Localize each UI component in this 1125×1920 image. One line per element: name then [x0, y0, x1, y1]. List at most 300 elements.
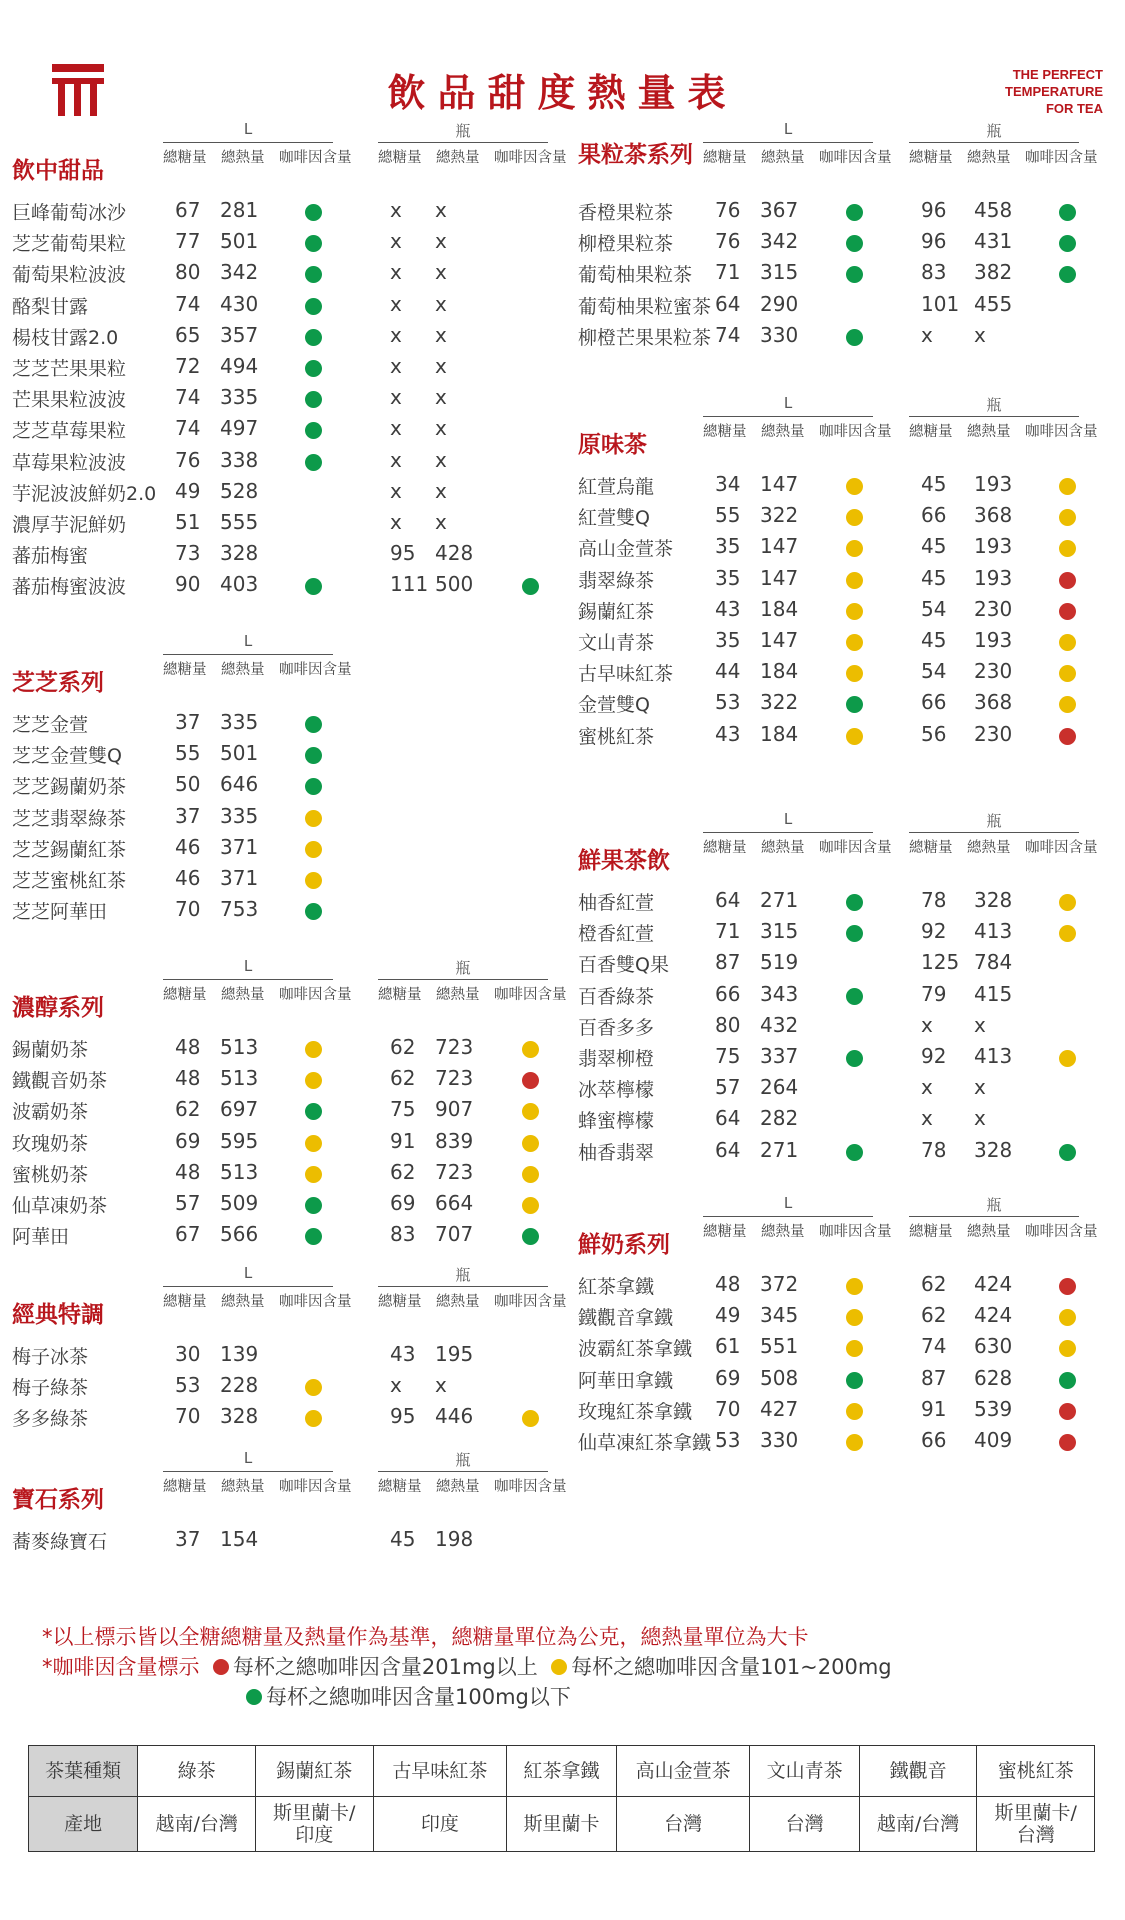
- drink-name: 香橙果粒茶: [578, 202, 674, 224]
- calorie-value: 281: [220, 198, 259, 222]
- drink-row: [12, 897, 552, 928]
- sugar-value: 49: [715, 1303, 741, 1328]
- section-title: 原味茶: [578, 431, 647, 458]
- size-header-bottle: 瓶: [986, 812, 1002, 830]
- size-header-bottle: 瓶: [455, 1451, 471, 1469]
- sugar-value: 83: [390, 1222, 416, 1247]
- sugar-value: 71: [715, 919, 741, 944]
- drink-row: [578, 1303, 1118, 1334]
- sugar-value: 48: [715, 1272, 741, 1296]
- note-caffeine-legend-2: [42, 1682, 892, 1712]
- sugar-value: 35: [715, 534, 741, 559]
- size-divider: [163, 1286, 333, 1287]
- sugar-value: 62: [921, 1272, 947, 1296]
- drink-row: [12, 1373, 552, 1404]
- size-header-l: L: [783, 120, 793, 138]
- sugar-value: 37: [175, 803, 201, 828]
- tagline-line-2: TEMPERATURE: [1005, 84, 1103, 99]
- sugar-value: 78: [921, 888, 947, 912]
- size-divider: [909, 1216, 1079, 1217]
- column-header-caffeine: 咖啡因含量: [494, 150, 567, 166]
- column-header-calories: 總熱量: [761, 424, 805, 440]
- calorie-value: 430: [220, 291, 259, 316]
- drink-name: 橙香紅萱: [578, 923, 655, 946]
- calorie-value: 184: [760, 659, 799, 684]
- calorie-value: 513: [220, 1159, 259, 1184]
- section-title: 芝芝系列: [12, 669, 104, 696]
- yellow-caffeine-dot-icon: [305, 1041, 322, 1058]
- green-caffeine-dot-icon: [1059, 235, 1076, 252]
- drink-row: [578, 659, 1118, 690]
- yellow-caffeine-dot-icon: [846, 478, 863, 495]
- sugar-value: 70: [175, 1404, 201, 1429]
- green-caffeine-dot-icon: [522, 1228, 539, 1245]
- size-header-l: L: [243, 632, 253, 650]
- column-header-caffeine: 咖啡因含量: [279, 150, 352, 166]
- sugar-value: 61: [715, 1334, 741, 1359]
- origin-cell: 斯里蘭卡/ 印度: [255, 1797, 373, 1852]
- drink-name: 芋泥波波鮮奶2.0: [12, 482, 157, 505]
- column-header-caffeine: 咖啡因含量: [494, 1294, 567, 1310]
- not-available-mark: x: [921, 1075, 933, 1100]
- sugar-value: 62: [390, 1035, 416, 1059]
- tea-origin-table: [28, 1745, 1095, 1852]
- calorie-value: 315: [760, 260, 799, 285]
- green-caffeine-dot-icon: [522, 578, 539, 595]
- drink-name: 蕎麥綠寶石: [12, 1531, 108, 1553]
- origin-cell: 斯里蘭卡/ 台灣: [977, 1797, 1095, 1852]
- drink-name: 波霸紅茶拿鐵: [578, 1338, 693, 1361]
- sugar-value: 66: [921, 690, 947, 715]
- section-title: 濃醇系列: [12, 994, 104, 1021]
- drink-row: [12, 541, 552, 572]
- calorie-value: 367: [760, 198, 799, 222]
- yellow-caffeine-dot-icon: [1059, 1050, 1076, 1067]
- sugar-value: 78: [921, 1137, 947, 1162]
- calorie-value: 147: [760, 472, 799, 496]
- sugar-value: 45: [921, 565, 947, 590]
- yellow-dot-icon: [551, 1659, 567, 1675]
- calorie-value: 193: [974, 628, 1013, 652]
- calorie-value: 371: [220, 866, 259, 890]
- not-available-mark: x: [974, 1012, 986, 1037]
- calorie-value: 337: [760, 1044, 799, 1068]
- sugar-value: 57: [715, 1075, 741, 1100]
- sugar-value: 90: [175, 572, 201, 597]
- not-available-mark: x: [435, 322, 447, 347]
- not-available-mark: x: [390, 322, 402, 347]
- calorie-value: 555: [220, 510, 259, 534]
- column-header-sugar: 總糖量: [378, 150, 422, 166]
- sugar-value: 55: [175, 741, 201, 766]
- calorie-value: 513: [220, 1066, 259, 1091]
- sugar-value: 69: [175, 1128, 201, 1153]
- page-title: 飲品甜度熱量表: [387, 70, 738, 115]
- sugar-value: 54: [921, 659, 947, 684]
- calorie-value: 328: [974, 1137, 1013, 1162]
- sugar-value: 79: [921, 981, 947, 1006]
- size-header-l: L: [783, 394, 793, 412]
- size-divider: [909, 142, 1079, 143]
- yellow-caffeine-dot-icon: [305, 1135, 322, 1152]
- column-header-calories: 總熱量: [967, 150, 1011, 166]
- column-header-calories: 總熱量: [436, 1294, 480, 1310]
- column-header-calories: 總熱量: [221, 1294, 265, 1310]
- calorie-value: 431: [974, 229, 1013, 254]
- drink-row: [578, 1044, 1118, 1075]
- drink-row: [578, 628, 1118, 659]
- not-available-mark: x: [390, 385, 402, 410]
- green-caffeine-dot-icon: [1059, 1144, 1076, 1161]
- not-available-mark: x: [435, 1373, 447, 1398]
- sugar-value: 74: [175, 291, 201, 316]
- size-divider: [163, 1471, 333, 1472]
- sugar-value: 91: [921, 1396, 947, 1421]
- sugar-value: 96: [921, 198, 947, 222]
- green-caffeine-dot-icon: [305, 1197, 322, 1214]
- calorie-value: 784: [974, 950, 1013, 975]
- green-caffeine-dot-icon: [305, 578, 322, 595]
- yellow-caffeine-dot-icon: [846, 603, 863, 620]
- column-header-caffeine: 咖啡因含量: [494, 987, 567, 1003]
- drink-name: 文山青茶: [578, 632, 655, 654]
- drink-row: [12, 354, 552, 385]
- yellow-caffeine-dot-icon: [846, 728, 863, 745]
- column-header-sugar: 總糖量: [163, 1479, 207, 1495]
- yellow-caffeine-dot-icon: [846, 1278, 863, 1295]
- sugar-value: 96: [921, 229, 947, 254]
- drink-row: [12, 1527, 552, 1558]
- drink-name: 多多綠茶: [12, 1408, 89, 1431]
- yellow-caffeine-dot-icon: [1059, 634, 1076, 651]
- sugar-value: 45: [921, 628, 947, 652]
- calorie-value: 513: [220, 1035, 259, 1059]
- sugar-value: 51: [175, 510, 201, 534]
- yellow-caffeine-dot-icon: [305, 841, 322, 858]
- calorie-value: 723: [435, 1035, 474, 1059]
- drink-row: [12, 866, 552, 897]
- drink-name: 冰萃檸檬: [578, 1079, 655, 1102]
- column-header-calories: 總熱量: [221, 987, 265, 1003]
- drink-name: 楊枝甘露2.0: [12, 326, 119, 349]
- calorie-value: 500: [435, 572, 474, 597]
- sugar-value: 62: [175, 1097, 201, 1122]
- calorie-value: 322: [760, 690, 799, 715]
- drink-row: [12, 1160, 552, 1191]
- column-header-calories: 總熱量: [967, 1224, 1011, 1240]
- column-header-sugar: 總糖量: [163, 662, 207, 678]
- yellow-caffeine-dot-icon: [522, 1410, 539, 1427]
- yellow-caffeine-dot-icon: [1059, 696, 1076, 713]
- not-available-mark: x: [974, 1106, 986, 1131]
- not-available-mark: x: [390, 478, 402, 503]
- column-header-caffeine: 咖啡因含量: [1025, 1224, 1098, 1240]
- yellow-caffeine-dot-icon: [846, 634, 863, 651]
- sugar-value: 53: [715, 690, 741, 715]
- calorie-value: 697: [220, 1097, 259, 1122]
- drink-row: [12, 1035, 552, 1066]
- tea-type-header: 茶葉種類: [29, 1746, 138, 1797]
- sugar-value: 74: [715, 322, 741, 347]
- sugar-value: 83: [921, 260, 947, 285]
- calorie-value: 198: [435, 1527, 474, 1551]
- origin-cell: 越南/台灣: [859, 1797, 977, 1852]
- sugar-value: 74: [175, 385, 201, 410]
- sugar-value: 64: [715, 1106, 741, 1131]
- not-available-mark: x: [390, 229, 402, 254]
- calorie-value: 322: [760, 503, 799, 528]
- green-caffeine-dot-icon: [305, 778, 322, 795]
- calorie-value: 595: [220, 1128, 259, 1153]
- yellow-caffeine-dot-icon: [846, 1340, 863, 1357]
- column-header-calories: 總熱量: [436, 987, 480, 1003]
- drink-name: 葡萄柚果粒蜜茶: [578, 295, 712, 318]
- calorie-value: 193: [974, 472, 1013, 496]
- drink-name: 芒果果粒波波: [12, 389, 127, 412]
- drink-row: [578, 950, 1118, 981]
- column-header-sugar: 總糖量: [703, 150, 747, 166]
- sugar-value: 74: [921, 1334, 947, 1359]
- calorie-value: 368: [974, 503, 1013, 528]
- column-header-sugar: 總糖量: [163, 150, 207, 166]
- drink-name: 波霸奶茶: [12, 1101, 89, 1124]
- sugar-value: 48: [175, 1035, 201, 1059]
- green-dot-icon: [246, 1689, 262, 1705]
- drink-name: 玫瑰奶茶: [12, 1132, 89, 1155]
- not-available-mark: x: [390, 198, 402, 222]
- legend-green-text: 每杯之總咖啡因含量100mg以下: [266, 1685, 571, 1709]
- column-header-caffeine: 咖啡因含量: [279, 1479, 352, 1495]
- tagline-line-3: FOR TEA: [1045, 101, 1103, 116]
- green-caffeine-dot-icon: [305, 716, 322, 733]
- calorie-value: 368: [974, 690, 1013, 715]
- calorie-value: 139: [220, 1342, 259, 1366]
- not-available-mark: x: [390, 291, 402, 316]
- calorie-value: 330: [760, 1428, 799, 1452]
- drink-name: 酪梨甘露: [12, 295, 89, 318]
- not-available-mark: x: [435, 510, 447, 534]
- sugar-value: 95: [390, 541, 416, 566]
- sugar-value: 66: [921, 503, 947, 528]
- sugar-value: 30: [175, 1342, 201, 1366]
- drink-name: 古早味紅茶: [578, 663, 674, 686]
- size-header-bottle: 瓶: [455, 122, 471, 140]
- drink-row: [578, 472, 1118, 503]
- drink-name: 芝芝蜜桃紅茶: [12, 870, 127, 892]
- drink-name: 蜂蜜檸檬: [578, 1110, 655, 1133]
- sugar-value: 75: [715, 1044, 741, 1068]
- not-available-mark: x: [390, 510, 402, 534]
- calorie-value: 528: [220, 478, 259, 503]
- calorie-value: 723: [435, 1066, 474, 1091]
- red-caffeine-dot-icon: [1059, 1434, 1076, 1451]
- drink-row: [578, 982, 1118, 1013]
- sugar-value: 48: [175, 1159, 201, 1184]
- column-header-calories: 總熱量: [221, 662, 265, 678]
- calorie-value: 497: [220, 416, 259, 441]
- calorie-value: 519: [760, 950, 799, 975]
- column-header-sugar: 總糖量: [703, 840, 747, 856]
- sugar-value: 67: [175, 1222, 201, 1247]
- drink-name: 錫蘭紅茶: [578, 600, 655, 623]
- calorie-value: 328: [220, 1404, 259, 1429]
- sugar-value: 92: [921, 1044, 947, 1068]
- red-caffeine-dot-icon: [1059, 1403, 1076, 1420]
- drink-row: [12, 323, 552, 354]
- yellow-caffeine-dot-icon: [305, 1166, 322, 1183]
- not-available-mark: x: [390, 1373, 402, 1398]
- calorie-value: 335: [220, 803, 259, 828]
- section-title: 經典特調: [12, 1301, 104, 1328]
- yellow-caffeine-dot-icon: [1059, 478, 1076, 495]
- column-header-caffeine: 咖啡因含量: [1025, 424, 1098, 440]
- calorie-value: 508: [760, 1365, 799, 1390]
- not-available-mark: x: [390, 416, 402, 441]
- size-header-bottle: 瓶: [455, 959, 471, 977]
- legend-yellow-text: 每杯之總咖啡因含量101~200mg: [571, 1655, 892, 1679]
- drink-row: [12, 1222, 552, 1253]
- drink-name: 玫瑰紅茶拿鐵: [578, 1400, 693, 1423]
- drink-name: 紅茶拿鐵: [578, 1276, 655, 1298]
- green-caffeine-dot-icon: [846, 266, 863, 283]
- drink-name: 蕃茄梅蜜波波: [12, 576, 127, 599]
- size-header-l: L: [243, 120, 253, 138]
- drink-name: 草莓果粒波波: [12, 451, 127, 474]
- drink-name: 鐵觀音拿鐵: [578, 1307, 674, 1330]
- yellow-caffeine-dot-icon: [305, 1410, 322, 1427]
- green-caffeine-dot-icon: [846, 988, 863, 1005]
- calorie-value: 315: [760, 919, 799, 944]
- sugar-value: 45: [921, 472, 947, 496]
- calorie-value: 424: [974, 1303, 1013, 1328]
- calorie-value: 290: [760, 291, 799, 316]
- brand-tagline: [923, 66, 1103, 117]
- calorie-value: 403: [220, 572, 259, 597]
- yellow-caffeine-dot-icon: [1059, 1340, 1076, 1357]
- drink-row: [578, 1106, 1118, 1137]
- sugar-value: 91: [390, 1128, 416, 1153]
- size-header-l: L: [783, 810, 793, 828]
- calorie-value: 753: [220, 897, 259, 922]
- sugar-value: 71: [715, 260, 741, 285]
- drink-name: 葡萄柚果粒茶: [578, 264, 693, 287]
- not-available-mark: x: [435, 447, 447, 472]
- red-caffeine-dot-icon: [522, 1072, 539, 1089]
- sugar-value: 72: [175, 354, 201, 378]
- column-header-sugar: 總糖量: [378, 987, 422, 1003]
- calorie-value: 371: [220, 834, 259, 859]
- sugar-value: 64: [715, 1137, 741, 1162]
- green-caffeine-dot-icon: [846, 235, 863, 252]
- not-available-mark: x: [435, 229, 447, 254]
- origin-cell: 台灣: [750, 1797, 859, 1852]
- calorie-value: 184: [760, 721, 799, 746]
- column-header-caffeine: 咖啡因含量: [819, 424, 892, 440]
- origin-cell: 斯里蘭卡: [507, 1797, 616, 1852]
- calorie-value: 338: [220, 447, 259, 472]
- drink-name: 錫蘭奶茶: [12, 1039, 89, 1061]
- section-title: 飲中甜品: [12, 157, 104, 184]
- drink-name: 蜜桃紅茶: [578, 725, 655, 748]
- drink-row: [578, 1075, 1118, 1106]
- column-header-calories: 總熱量: [761, 150, 805, 166]
- calorie-value: 271: [760, 888, 799, 912]
- drink-name: 梅子綠茶: [12, 1377, 89, 1400]
- note-basis: *以上標示皆以全糖總糖量及熱量作為基準，總糖量單位為公克，總熱量單位為大卡: [42, 1625, 809, 1649]
- not-available-mark: x: [974, 1075, 986, 1100]
- sugar-value: 67: [175, 198, 201, 222]
- calorie-value: 630: [974, 1334, 1013, 1359]
- sugar-value: 56: [921, 721, 947, 746]
- green-caffeine-dot-icon: [1059, 266, 1076, 283]
- drink-name: 柳橙芒果果粒茶: [578, 326, 712, 349]
- sugar-value: 64: [715, 888, 741, 912]
- drink-row: [578, 229, 1118, 260]
- drink-name: 百香綠茶: [578, 985, 655, 1008]
- drink-row: [578, 690, 1118, 721]
- calorie-value: 230: [974, 659, 1013, 684]
- drink-name: 翡翠綠茶: [578, 569, 655, 592]
- size-header-bottle: 瓶: [986, 396, 1002, 414]
- calorie-value: 446: [435, 1404, 474, 1429]
- size-divider: [378, 1286, 548, 1287]
- calorie-value: 839: [435, 1128, 474, 1153]
- drink-row: [12, 292, 552, 323]
- drink-row: [578, 534, 1118, 565]
- calorie-value: 230: [974, 721, 1013, 746]
- green-caffeine-dot-icon: [305, 266, 322, 283]
- calorie-value: 335: [220, 710, 259, 734]
- calorie-value: 539: [974, 1396, 1013, 1421]
- calorie-value: 566: [220, 1222, 259, 1247]
- column-header-calories: 總熱量: [761, 1224, 805, 1240]
- drink-row: [12, 416, 552, 447]
- drink-row: [12, 385, 552, 416]
- tea-type-cell: 錫蘭紅茶: [255, 1746, 373, 1797]
- size-header-bottle: 瓶: [986, 1196, 1002, 1214]
- drink-row: [12, 1342, 552, 1373]
- green-caffeine-dot-icon: [305, 235, 322, 252]
- yellow-caffeine-dot-icon: [1059, 509, 1076, 526]
- origin-row: [29, 1797, 1095, 1852]
- calorie-value: 664: [435, 1191, 474, 1215]
- column-header-caffeine: 咖啡因含量: [1025, 840, 1098, 856]
- green-caffeine-dot-icon: [846, 894, 863, 911]
- green-caffeine-dot-icon: [846, 1372, 863, 1389]
- calorie-value: 195: [435, 1342, 474, 1366]
- sugar-value: 76: [715, 229, 741, 254]
- tea-type-cell: 蜜桃紅茶: [977, 1746, 1095, 1797]
- drink-name: 芝芝錫蘭奶茶: [12, 776, 127, 799]
- drink-name: 百香多多: [578, 1016, 655, 1039]
- calorie-value: 282: [760, 1106, 799, 1131]
- calorie-value: 147: [760, 534, 799, 559]
- calorie-value: 271: [760, 1137, 799, 1162]
- size-divider: [163, 654, 333, 655]
- calorie-value: 427: [760, 1396, 799, 1421]
- drink-row: [578, 1428, 1118, 1459]
- drink-row: [12, 804, 552, 835]
- yellow-caffeine-dot-icon: [1059, 665, 1076, 682]
- sugar-value: 76: [715, 198, 741, 222]
- sugar-value: 53: [175, 1373, 201, 1398]
- sugar-value: 66: [921, 1428, 947, 1452]
- green-caffeine-dot-icon: [1059, 1372, 1076, 1389]
- column-header-sugar: 總糖量: [163, 987, 207, 1003]
- drink-name: 阿華田拿鐵: [578, 1369, 674, 1392]
- column-header-sugar: 總糖量: [378, 1294, 422, 1310]
- drink-row: [12, 835, 552, 866]
